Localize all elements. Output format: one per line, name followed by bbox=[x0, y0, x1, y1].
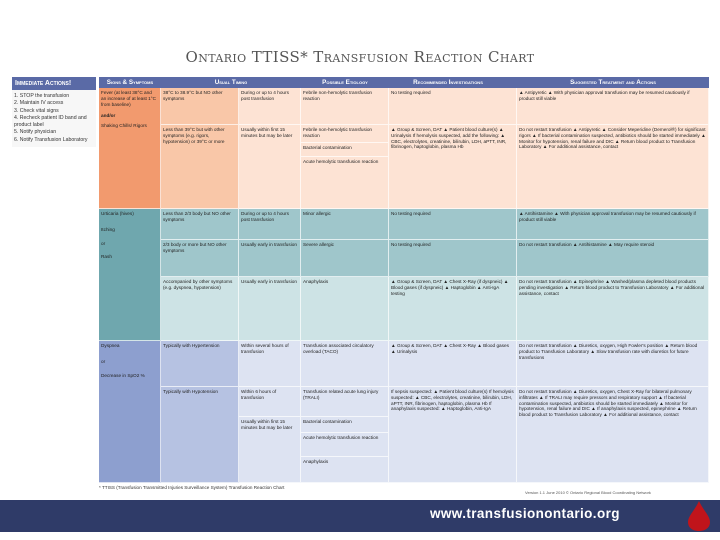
dyspnea-investigation-2: If sepsis suspected: ▲ Patient blood culture(s) If hemolysis suspected: ▲ CBC, electrolytes, creatinine, bilirubin, LDH, aPTT, INR, fibrinogen, haptoglobin, plasma Hb If anaphylaxis suspected: ▲ Haptoglobin, Anti-IgA bbox=[389, 387, 517, 483]
immediate-actions-steps bbox=[12, 90, 96, 147]
col-signs-symptoms: Signs & Symptoms bbox=[106, 79, 154, 86]
step-item: 3. Check vital signs bbox=[14, 107, 59, 114]
step-item: 5. Notify physician bbox=[14, 129, 57, 136]
spo2-text: Decrease in SpO2 % bbox=[101, 372, 145, 378]
fever-etiology-1: Febrile non-hemolytic transfusion reaction bbox=[301, 88, 389, 125]
footnote: * TTISS (Transfusion Transmitted Injuries Surveillance System) Transfusion Reaction Chart bbox=[99, 485, 285, 490]
urticaria-etiology-3: Anaphylaxis bbox=[301, 277, 389, 341]
urticaria-sign-cell bbox=[99, 209, 161, 341]
dyspnea-action-1: Do not restart transfusion ▲ Diuretics, oxygen, High Fowler's position ▲ Return blood product to Transfusion Laboratory ▲ Slow transfusion rate with diuretics for future transfusions bbox=[517, 341, 709, 387]
rash-text: Rash bbox=[101, 254, 112, 260]
fever-sign-text: Fever (at least 38°C and an increase of at least 1°C from baseline) bbox=[101, 90, 157, 107]
urticaria-symptom-2: 2/3 body or more but NO other symptoms bbox=[161, 240, 239, 277]
step-item: 4. Recheck patient ID band and product label bbox=[14, 114, 87, 129]
fever-etiology-2: Febrile non-hemolytic transfusion reaction bbox=[301, 125, 389, 143]
or-text: or bbox=[101, 240, 106, 246]
immediate-actions-header: Immediate Actions! bbox=[12, 77, 96, 90]
chills-text: Shaking Chills/ Rigors bbox=[101, 123, 147, 129]
fever-timing-1: During or up to 4 hours post transfusion bbox=[239, 88, 301, 125]
dyspnea-timing-3: Usually within first 15 minutes but may be later bbox=[239, 417, 301, 483]
step-item: 2. Maintain IV access bbox=[14, 100, 64, 107]
fever-investigation-1: No testing required bbox=[389, 88, 517, 125]
fever-etiology-3: Bacterial contamination bbox=[301, 143, 389, 157]
urticaria-action-1: ▲ Antihistamine ▲ With physician approval transfusion may be resumed cautiously if product still viable bbox=[517, 209, 709, 240]
urticaria-symptom-1: Less than 2/3 body but NO other symptoms bbox=[161, 209, 239, 240]
dyspnea-timing-1: Within several hours of transfusion bbox=[239, 341, 301, 387]
version-note: Version 1.1 June 2010 © Ontario Regional Blood Coordinating Network bbox=[525, 490, 651, 495]
urticaria-action-2: Do not restart transfusion ▲ Antihistamine ▲ May require steroid bbox=[517, 240, 709, 277]
dyspnea-investigation-1: ▲ Group & Screen, DAT ▲ Chest X-Ray ▲ Blood gases ▲ Urinalysis bbox=[389, 341, 517, 387]
urticaria-text: Urticaria (hives) bbox=[101, 211, 134, 216]
urticaria-investigation-2: No testing required bbox=[389, 240, 517, 277]
immediate-actions-panel bbox=[12, 77, 96, 147]
urticaria-timing-2: Usually early in transfusion bbox=[239, 240, 301, 277]
footer-url-link[interactable]: www.transfusionontario.org bbox=[430, 506, 620, 521]
fever-action-2: Do not restart transfusion ▲ Antipyretic ▲ Consider Meperidine (Demerol®) for significant rigors ▲ If bacterial contamination suspected, antibiotics should be started immediately ▲ Monitor for hypotension, renal failure and DIC ▲ Return blood product to Transfusion Laboratory ▲ For additional assistance, contact bbox=[517, 125, 709, 209]
fever-sign-cell bbox=[99, 88, 161, 209]
urticaria-investigation-1: No testing required bbox=[389, 209, 517, 240]
dyspnea-etiology-5: Anaphylaxis bbox=[301, 457, 389, 483]
fever-investigation-2: ▲ Group & Screen, DAT ▲ Patient blood culture(s) ▲ Urinalysis If hemolysis suspected, add the following: ▲ CBC, electrolytes, creatinine, bilirubin, LDH, aPTT, INR, fibrinogen, haptoglobin, plasma Hb bbox=[389, 125, 517, 209]
chart-title: Ontario TTISS* Transfusion Reaction Chart bbox=[185, 48, 535, 66]
dyspnea-text: Dyspnea bbox=[101, 343, 120, 348]
urticaria-action-3: Do not restart transfusion ▲ Epinephrine ▲ Washed/plasma depleted blood products pending investigation ▲ Return blood product to Transfusion Laboratory ▲ For additional assistance, contact bbox=[517, 277, 709, 341]
dyspnea-etiology-2: Transfusion related acute lung injury (TRALI) bbox=[301, 387, 389, 417]
col-suggested-treatment: Suggested Treatment and Actions bbox=[570, 79, 656, 86]
fever-symptom-2: Less than 39°C but with other symptoms (e.g. rigors, hypotension) or 39°C or more bbox=[161, 125, 239, 209]
urticaria-investigation-3: ▲ Group & Screen, DAT ▲ Chest X-Ray (if dyspneic) ▲ Blood gases (if dyspneic) ▲ Haptoglobin ▲ Anti-IgA testing bbox=[389, 277, 517, 341]
dyspnea-symptom-2: Typically with Hypotension bbox=[161, 387, 239, 483]
step-item: 1. STOP the transfusion bbox=[14, 93, 70, 99]
urticaria-symptom-3: Accompanied by other symptoms (e.g. dyspnea, hypotension) bbox=[161, 277, 239, 341]
dyspnea-etiology-1: Transfusion associated circulatory overload (TACO) bbox=[301, 341, 389, 387]
dyspnea-action-2: Do not restart transfusion ▲ Diuretics, oxygen, Chest X-Ray for bilateral pulmonary infiltrates ▲ If TRALI may require pressors and respiratory support ▲ If bacterial contamination suspected, antibiotics should be started immediately ▲ Monitor for hypotension, renal failure and DIC ▲ If anaphylaxis suspected, epinephrine ▲ Return blood product to Transfusion Laboratory ▲ For additional assistance, contact bbox=[517, 387, 709, 483]
col-usual-timing: Usual Timing bbox=[214, 79, 248, 86]
dyspnea-symptom-1: Typically with Hypertension bbox=[161, 341, 239, 387]
urticaria-timing-3: Usually early in transfusion bbox=[239, 277, 301, 341]
col-possible-etiology: Possible Etiology bbox=[322, 79, 368, 86]
dyspnea-etiology-3: Bacterial contamination bbox=[301, 417, 389, 433]
fever-action-1: ▲ Antipyretic ▲ With physician approval transfusion may be resumed cautiously if product still viable bbox=[517, 88, 709, 125]
dyspnea-timing-2: Within 6 hours of transfusion bbox=[239, 387, 301, 417]
itching-text: Itching bbox=[101, 226, 115, 232]
step-item: 6. Notify Transfusion Laboratory bbox=[14, 136, 88, 143]
table-header-row bbox=[99, 77, 709, 88]
reaction-table bbox=[99, 77, 709, 483]
fever-symptom-1: 38°C to 38.9°C but NO other symptoms bbox=[161, 88, 239, 125]
dyspnea-etiology-4: Acute hemolytic transfusion reaction bbox=[301, 433, 389, 457]
urticaria-etiology-2: Severe allergic bbox=[301, 240, 389, 277]
fever-timing-2: Usually within first 15 minutes but may be later bbox=[239, 125, 301, 209]
or-text: or bbox=[101, 358, 106, 364]
dyspnea-sign-cell bbox=[99, 341, 161, 483]
blood-drop-icon bbox=[686, 500, 712, 532]
urticaria-timing-1: During or up to 4 hours post transfusion bbox=[239, 209, 301, 240]
and-or-text: and/or bbox=[101, 113, 116, 119]
col-recommended-investigations: Recommended Investigations bbox=[413, 79, 483, 86]
urticaria-etiology-1: Minor allergic bbox=[301, 209, 389, 240]
fever-etiology-4: Acute hemolytic transfusion reaction bbox=[301, 157, 389, 209]
